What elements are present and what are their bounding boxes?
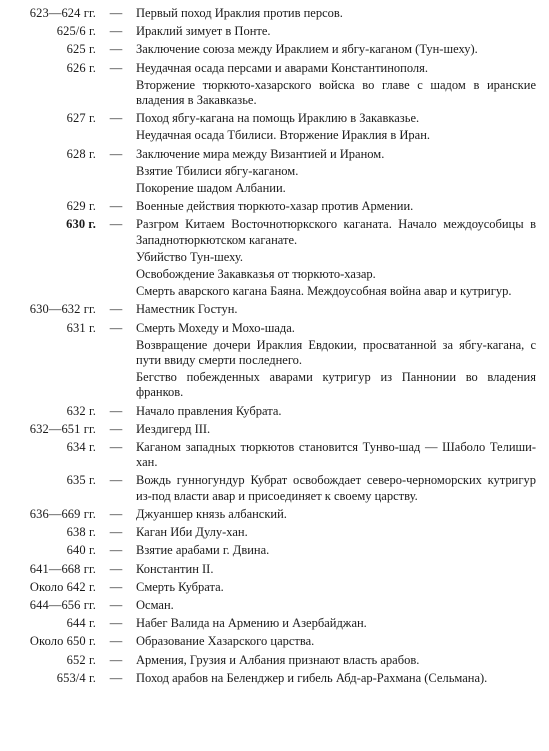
chronology-entry — [4, 147, 549, 197]
entry-line: Вождь гунногундур Кубрат освобождает северо-черноморских кутригур из-под власти авар и присоединяет к своему царству. — [136, 473, 536, 503]
entry-dash: — — [109, 42, 123, 57]
entry-date: 625/6 г. — [56, 24, 96, 39]
entry-line: Разгром Китаем Восточнотюркского каганата. Начало междоусобицы в Западнотюркютском каганате. — [136, 217, 536, 247]
entry-description — [136, 24, 536, 39]
entry-line: Военные действия тюркюто-хазар против Армении. — [136, 199, 414, 214]
entry-line: Ираклий зимует в Понте. — [136, 24, 271, 39]
entry-line: Образование Хазарского царства. — [136, 634, 315, 649]
entry-description — [136, 422, 536, 437]
entry-date: 635 г. — [66, 473, 96, 488]
entry-line: Каган Иби Дулу-хан. — [136, 525, 248, 540]
entry-description — [136, 42, 536, 57]
entry-dash: — — [109, 6, 123, 20]
entry-description — [136, 404, 536, 419]
entry-date: 644—656 гг. — [29, 597, 96, 612]
entry-dash: — — [109, 217, 123, 232]
entry-line: Освобождение Закавказья от тюркюто-хазар. — [136, 267, 376, 282]
chronology-entry — [4, 653, 549, 668]
entry-line: Армения, Грузия и Албания признают власть арабов. — [136, 652, 420, 667]
chronology-entry — [4, 562, 549, 577]
chronology-entry — [4, 543, 549, 558]
entry-dash: — — [109, 543, 123, 558]
chronology-entry — [4, 525, 549, 540]
entry-line: Наместник Гостун. — [136, 302, 238, 317]
entry-line: Неудачная осада персами и аварами Константинополя. — [136, 60, 429, 75]
entry-date: 636—669 гг. — [29, 506, 96, 521]
entry-dash: — — [109, 146, 123, 161]
entry-description — [136, 321, 536, 401]
chronology-entry — [4, 634, 549, 649]
entry-dash: — — [109, 440, 123, 455]
entry-description — [136, 217, 536, 299]
entry-dash: — — [109, 670, 123, 685]
entry-description — [136, 543, 536, 558]
entry-line: Взятие арабами г. Двина. — [136, 543, 270, 558]
entry-line: Убийство Тун-шеху. — [136, 249, 244, 264]
entry-date: Около 642 г. — [29, 579, 96, 594]
chronology-entry — [4, 61, 549, 109]
chronology-entry — [4, 302, 549, 317]
entry-line: Покорение шадом Албании. — [136, 181, 286, 196]
chronology-entry — [4, 422, 549, 437]
entry-description — [136, 199, 536, 214]
entry-date: 630 г. — [66, 217, 96, 232]
entry-description — [136, 507, 536, 522]
chronology-entry — [4, 404, 549, 419]
entry-line: Смерть Мохеду и Мохо-шада. — [136, 320, 295, 335]
entry-date: 627 г. — [66, 111, 96, 126]
entry-dash: — — [109, 24, 123, 39]
entry-line: Неудачная осада Тбилиси. Вторжение Ираклия в Иран. — [136, 128, 431, 143]
chronology-entry — [4, 598, 549, 613]
entry-description — [136, 302, 536, 317]
entry-description — [136, 653, 536, 668]
entry-date: 641—668 гг. — [29, 561, 96, 576]
entry-date: 629 г. — [66, 199, 96, 214]
entry-description — [136, 598, 536, 613]
entry-date: 631 г. — [66, 320, 96, 335]
chronology-entry — [4, 321, 549, 401]
entry-description — [136, 671, 536, 686]
entry-date: 638 г. — [66, 525, 96, 540]
entry-line: Осман. — [136, 597, 174, 612]
entry-date: Около 650 г. — [29, 634, 96, 649]
entry-line: Бегство побежденных аварами кутригур из Паннонии во владения франков. — [136, 370, 536, 400]
chronology-entry — [4, 616, 549, 631]
entry-dash: — — [109, 111, 123, 126]
entry-description — [136, 634, 536, 649]
entry-date: 644 г. — [66, 616, 96, 631]
entry-line: Константин II. — [136, 561, 214, 576]
entry-line: Вторжение тюркюто-хазарского войска во главе с шадом в иранские владения в Закавказье. — [136, 77, 536, 108]
entry-line: Возвращение дочери Ираклия Евдокии, просватанной за ябгу-кагана, с пути ввиду смерти последнего. — [136, 337, 536, 368]
entry-line: Первый поход Ираклия против персов. — [136, 6, 343, 20]
entry-date: 625 г. — [66, 42, 96, 57]
entry-line: Заключение мира между Византией и Ираном. — [136, 146, 385, 161]
entry-date: 632—651 гг. — [29, 421, 96, 436]
entry-dash: — — [109, 579, 123, 594]
entry-dash: — — [109, 597, 123, 612]
chronology-entry — [4, 580, 549, 595]
entry-description — [136, 61, 536, 109]
chronology-entry — [4, 24, 549, 39]
entry-dash: — — [109, 302, 123, 317]
entry-dash: — — [109, 473, 123, 488]
entry-description — [136, 111, 536, 143]
entry-dash: — — [109, 506, 123, 521]
chronology-entry — [4, 42, 549, 57]
entry-description — [136, 525, 536, 540]
chronology-entry — [4, 199, 549, 214]
entry-description — [136, 473, 536, 503]
entry-date: 626 г. — [66, 60, 96, 75]
entry-description — [136, 562, 536, 577]
entry-dash: — — [109, 616, 123, 631]
chronology-entry — [4, 217, 549, 299]
entry-dash: — — [109, 652, 123, 667]
chronology-entry — [4, 671, 549, 686]
entry-line: Поход ябгу-кагана на помощь Ираклию в Закавказье. — [136, 111, 420, 126]
entry-date: 634 г. — [66, 440, 96, 455]
chronology-entry — [4, 440, 549, 470]
entry-line: Смерть аварского кагана Баяна. Междоусобная война авар и кутригур. — [136, 284, 512, 299]
chronology-entry — [4, 507, 549, 522]
entry-line: Смерть Кубрата. — [136, 579, 224, 594]
entry-dash: — — [109, 199, 123, 214]
entry-date: 653/4 г. — [56, 670, 96, 685]
entry-date: 632 г. — [66, 403, 96, 418]
entry-date: 623—624 гг. — [29, 6, 96, 20]
entry-dash: — — [109, 561, 123, 576]
entry-line: Набег Валида на Армению и Азербайджан. — [136, 616, 367, 631]
entry-line: Джуаншер князь албанский. — [136, 506, 287, 521]
entry-dash: — — [109, 403, 123, 418]
entry-dash: — — [109, 320, 123, 335]
entry-dash: — — [109, 421, 123, 436]
chronology-entry — [4, 111, 549, 143]
entry-line: Начало правления Кубрата. — [136, 403, 282, 418]
entry-description — [136, 580, 536, 595]
entry-dash: — — [109, 60, 123, 75]
entry-description — [136, 440, 536, 470]
entry-date: 652 г. — [66, 652, 96, 667]
entry-dash: — — [109, 525, 123, 540]
entry-description — [136, 6, 536, 21]
entry-line: Взятие Тбилиси ябгу-каганом. — [136, 163, 299, 178]
entry-line: Поход арабов на Беленджер и гибель Абд-ар-Рахмана (Сельмана). — [136, 670, 488, 685]
chronology-entry — [4, 473, 549, 503]
entry-date: 628 г. — [66, 146, 96, 161]
entry-date: 640 г. — [66, 543, 96, 558]
entry-date: 630—632 гг. — [29, 302, 96, 317]
entry-description — [136, 147, 536, 197]
entry-line: Иездигерд III. — [136, 421, 211, 436]
entry-dash: — — [109, 634, 123, 649]
entry-description — [136, 616, 536, 631]
entry-line: Каганом западных тюркютов становится Тунво-шад — Шаболо Телиши-хан. — [136, 440, 536, 470]
chronology-entry — [4, 6, 549, 21]
entry-line: Заключение союза между Ираклием и ябгу-каганом (Тун-шеху). — [136, 42, 478, 57]
